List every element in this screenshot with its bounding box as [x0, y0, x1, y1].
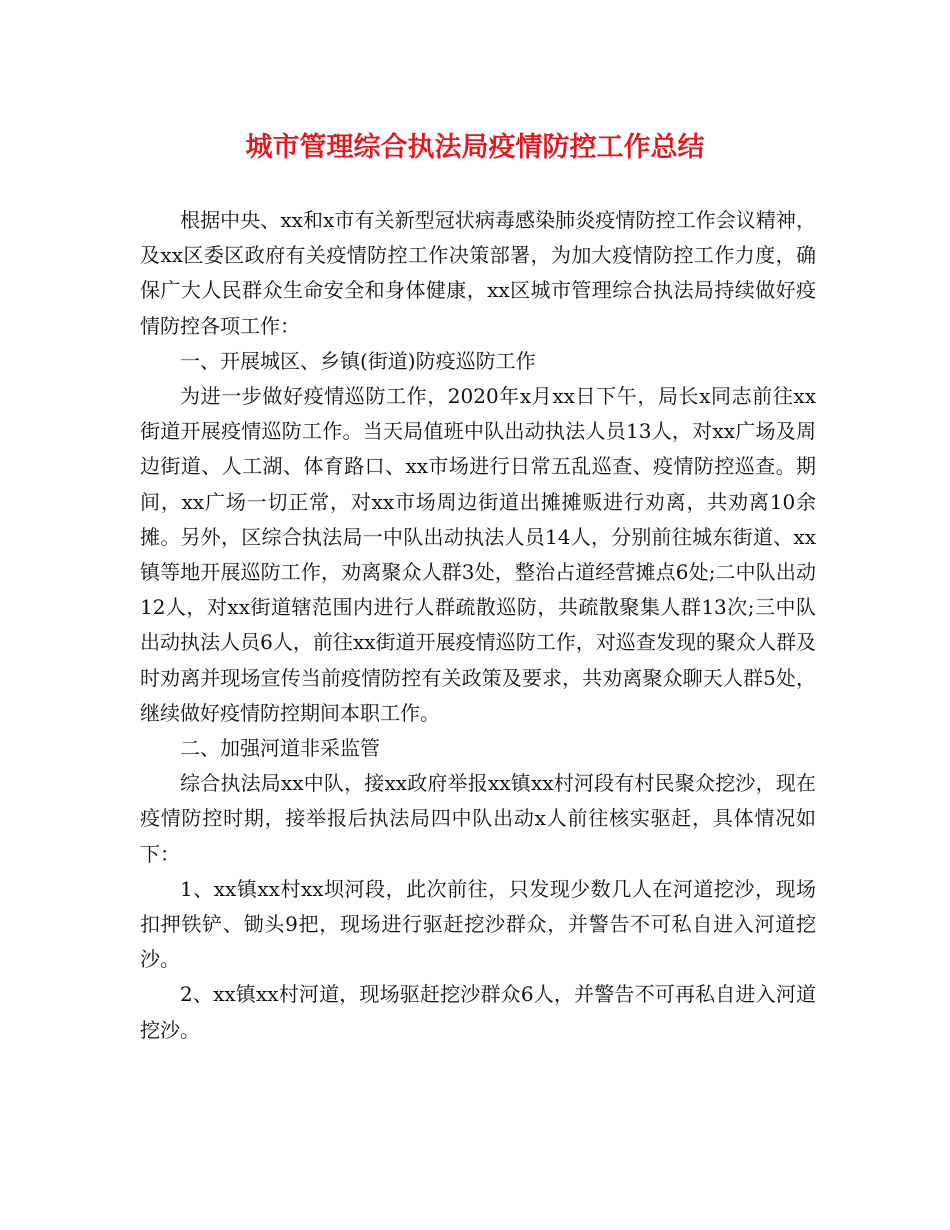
document-title: 城市管理综合执法局疫情防控工作总结: [245, 132, 705, 163]
patrol-paragraph: 为进一步做好疫情巡防工作，2020年x月xx日下午，局长x同志前往xx街道开展疫情巡防工作。当天局值班中队出动执法人员13人，对xx广场及周边街道、人工湖、体育路口、xx市场进行日常五乱巡查、疫情防控巡查。期间，xx广场一切正常，对xx市场周边街道出摊摊贩进行劝离，共劝离10余摊。另外，区综合执法局一中队出动执法人员14人，分别前往城东街道、xx镇等地开展巡防工作，劝离聚众人群3处，整治占道经营摊点6处;二中队出动12人，对xx街道辖范围内进行人群疏散巡防，共疏散聚集人群13次;三中队出动执法人员6人，前往xx街道开展疫情巡防工作，对巡查发现的聚众人群及时劝离并现场宣传当前疫情防控有关政策及要求，共劝离聚众聊天人群5处，继续做好疫情防控期间本职工作。: [140, 384, 816, 725]
document-body: [140, 203, 816, 1048]
river-item-2: 2、xx镇xx村河道，现场驱赶挖沙群众6人，并警告不可再私自进入河道挖沙。: [140, 982, 816, 1042]
river-item-1: 1、xx镇xx村xx坝河段，此次前往，只发现少数几人在河道挖沙，现场扣押铁铲、锄头9把，现场进行驱赶挖沙群众，并警告不可私自进入河道挖沙。: [140, 876, 816, 972]
section-heading-river: 二、加强河道非采监管: [180, 736, 380, 761]
section-heading-patrol: 一、开展城区、乡镇(街道)防疫巡防工作: [180, 348, 536, 373]
intro-paragraph: 根据中央、xx和x市有关新型冠状病毒感染肺炎疫情防控工作会议精神，及xx区委区政府有关疫情防控工作决策部署，为加大疫情防控工作力度，确保广大人民群众生命安全和身体健康，xx区城市管理综合执法局持续做好疫情防控各项工作：: [140, 208, 816, 338]
river-report-paragraph: 综合执法局xx中队，接xx政府举报xx镇xx村河段有村民聚众挖沙，现在疫情防控时期，接举报后执法局四中队出动x人前往核实驱赶，具体情况如下：: [140, 771, 816, 866]
